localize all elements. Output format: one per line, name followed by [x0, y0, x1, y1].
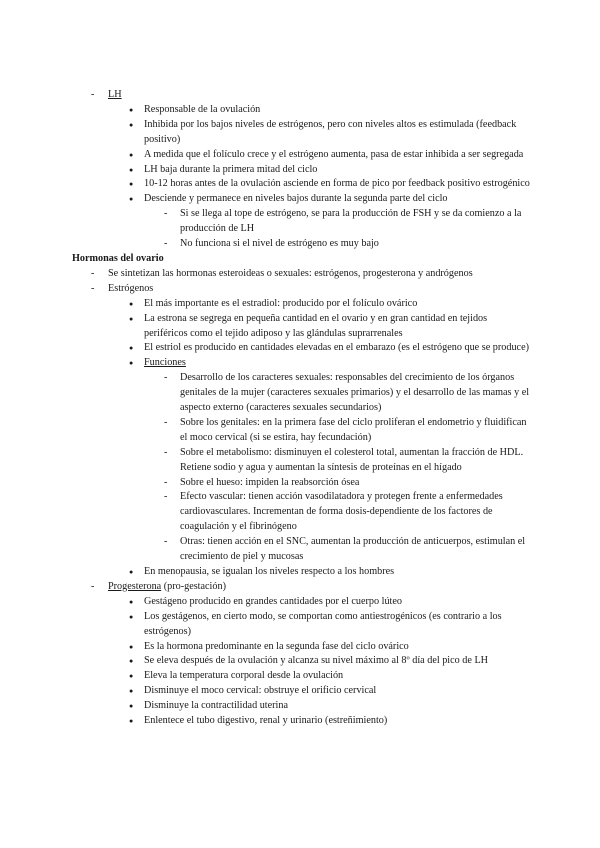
sub-list-item: - Sobre el metabolismo: disminuyen el colesterol total, aumentan la fracción de HDL. Retiene sodio y agua y aumentan la síntesis de proteínas en el hígado: [144, 446, 532, 476]
sub-list-item: - Sobre los genitales: en la primera fase del ciclo proliferan el endometrio y fluidifican el moco cervical (si se estira, hay fecundación): [144, 416, 532, 446]
list-item: ● La estrona se segrega en pequeña cantidad en el ovario y en gran cantidad en tejidos periféricos como el tejido adiposo y las glándulas suprarrenales: [108, 312, 532, 342]
ovario-list: [72, 267, 532, 729]
list-item: ● Disminuye el moco cervical: obstruye el orificio cervical: [108, 684, 532, 699]
document-body: [72, 88, 532, 729]
lh-heading: LH: [108, 89, 122, 100]
sub-list-item: - No funciona si el nivel de estrógeno es muy bajo: [144, 237, 532, 252]
progesterona-item: [72, 580, 532, 729]
list-item: ● Gestágeno producido en grandes cantidades por el cuerpo lúteo: [108, 595, 532, 610]
list-item: ● Inhibida por los bajos niveles de estrógenos, pero con niveles altos es estimulada (feedback positivo): [108, 118, 532, 148]
lh-item: [72, 88, 532, 252]
list-item: ● En menopausia, se igualan los niveles respecto a los hombres: [108, 565, 532, 580]
sub-list-item: - Otras: tienen acción en el SNC, aumentan la producción de anticuerpos, estimulan el crecimiento de piel y mucosas: [144, 535, 532, 565]
list-item: ● 10-12 horas antes de la ovulación asciende en forma de pico por feedback positivo estrogénico: [108, 177, 532, 192]
list-item: ● A medida que el folículo crece y el estrógeno aumenta, pasa de estar inhibida a ser segregada: [108, 148, 532, 163]
lh-points: [108, 103, 532, 252]
list-item: ● Enlentece el tubo digestivo, renal y urinario (estreñimiento): [108, 714, 532, 729]
sub-list-item: - Si se llega al tope de estrógeno, se para la producción de FSH y se da comienzo a la producción de LH: [144, 207, 532, 237]
list-item: ● El estriol es producido en cantidades elevadas en el embarazo (es el estrógeno que se produce): [108, 341, 532, 356]
sub-list-item: - Sobre el hueso: impiden la reabsorción ósea: [144, 476, 532, 491]
section-title: Hormonas del ovario: [72, 252, 164, 264]
funciones-item: [108, 356, 532, 565]
funciones-points: [144, 371, 532, 565]
list-item: ● El más importante es el estradiol: producido por el folículo ovárico: [108, 297, 532, 312]
progesterona-heading: Progesterona: [108, 580, 162, 592]
list-item: ● LH baja durante la primera mitad del ciclo: [108, 163, 532, 178]
progesterona-points: [108, 595, 532, 729]
list-item: ● Disminuye la contractilidad uterina: [108, 699, 532, 714]
lh-subpoints: [144, 207, 532, 252]
sub-list-item: - Desarrollo de los caracteres sexuales: responsables del crecimiento de los órganos genitales de la mujer (caracteres sexuales primarios) y el desarrollo de las mamas y el aspecto externo (caracteres sexuales secundarios): [144, 371, 532, 416]
list-item: ● Los gestágenos, en cierto modo, se comportan como antiestrogénicos (es contrario a los estrógenos): [108, 610, 532, 640]
estrogenos-points: [108, 297, 532, 580]
list-item-text: Desciende y permanece en niveles bajos durante la segunda parte del ciclo: [144, 193, 448, 205]
funciones-heading: Funciones: [144, 357, 186, 369]
list-item: ● Eleva la temperatura corporal desde la ovulación: [108, 669, 532, 684]
progesterona-heading-suffix: (pro-gestación): [161, 580, 226, 592]
list-item: [108, 192, 532, 252]
list-item: ● Es la hormona predominante en la segunda fase del ciclo ovárico: [108, 640, 532, 655]
ovario-intro: - Se sintetizan las hormonas esteroideas o sexuales: estrógenos, progesterona y andrógenos: [72, 267, 532, 282]
list-item: ● Se eleva después de la ovulación y alcanza su nivel máximo al 8º día del pico de LH: [108, 654, 532, 669]
estrogenos-heading: Estrógenos: [108, 282, 154, 294]
list-item: ● Responsable de la ovulación: [108, 103, 532, 118]
lh-list: [72, 88, 532, 252]
sub-list-item: - Efecto vascular: tienen acción vasodilatadora y protegen frente a enfermedades cardiovasculares. Incrementan de forma dosis-dependiente de los factores de coagulación y el fibrinógeno: [144, 490, 532, 535]
estrogenos-item: [72, 282, 532, 580]
